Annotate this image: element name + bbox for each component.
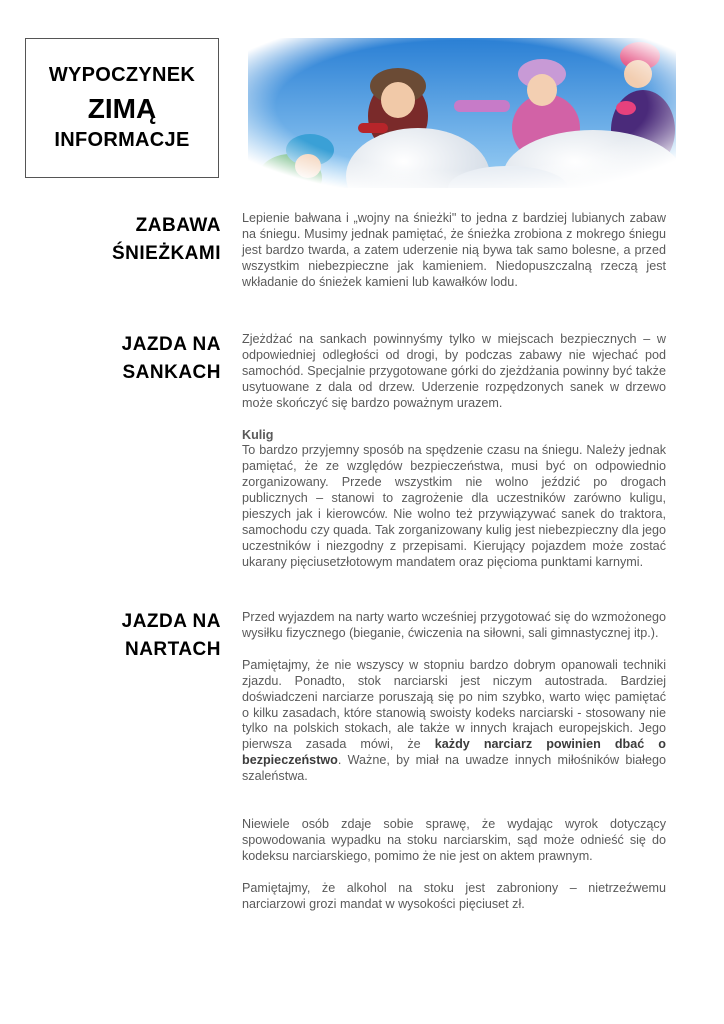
heading-line: NARTACH	[124, 639, 221, 660]
paragraph: Lepienie bałwana i „wojny na śnieżki" to jedna z bardziej lubianych zabaw na śniegu. Musimy jednak pamiętać, że śnieżka zrobiona z mokrego śniegu jest bardzo twarda, a zatem uderzenie nią bywa tak samo bolesne, a przed wszystkim niebezpieczne jak kamieniem. Niedopuszczalną rzeczą jest wkładanie do śnieżek kamieni lub kawałków lodu.	[242, 211, 666, 289]
paragraph: Niewiele osób zdaje sobie sprawę, że wydając wyrok dotyczący spowodowania wypadku na stoku narciarskim, sąd może odnieść się do kodeksu narciarskiego, pomimo że nie jest on aktem prawnym.	[242, 817, 666, 863]
title-box	[25, 38, 219, 178]
heading-line: JAZDA NA	[121, 611, 221, 632]
title-line-2: ZIMĄ	[87, 93, 157, 124]
title-line-1: WYPOCZYNEK	[48, 64, 196, 86]
paragraph	[242, 658, 666, 785]
children-playing-in-snow-photo	[248, 38, 676, 188]
hero-image	[248, 38, 676, 188]
paragraph: Pamiętajmy, że alkohol na stoku jest zabroniony – nietrzeźwemu narciarzowi grozi mandat w wysokości pięciuset zł.	[242, 880, 666, 911]
section-heading-ski	[122, 608, 221, 664]
section-body-snowball	[242, 211, 666, 291]
heading-line: ZABAWA	[135, 215, 221, 236]
heading-line: SANKACH	[122, 362, 221, 383]
paragraph: Przed wyjazdem na narty warto wcześniej przygotować się do wzmożonego wysiłku fizycznego (bieganie, ćwiczenia na siłowni, sali gimnastycznej itp.).	[242, 610, 666, 640]
heading-line: JAZDA NA	[121, 334, 221, 355]
section-heading-sled	[122, 331, 221, 387]
paragraph-text: Pamiętajmy, że nie wszyscy w stopniu bardzo dobrym opanowali techniki zjazdu. Ponadto, stok narciarski jest niczym autostrada. Bardziej doświadczeni narciarze poruszają się po nim szybko, warto więc pamiętać o kilku zasadach, które stanowią swoisty kodeks narciarski - stosowany nie tylko na polskich stokach, ale także w innych krajach europejskich. Jego pierwsza zasada mówi, że	[242, 657, 666, 752]
section-heading-snowball	[112, 212, 221, 268]
paragraph: To bardzo przyjemny sposób na spędzenie czasu na śniegu. Należy jednak pamiętać, że ze względów bezpieczeństwa, musi być on odpowiednio zorganizowany. Przede wszystkim nie wolno jeździć po drogach publicznych – stanowi to zagrożenie dla uczestników zarówno kuligu, pieszych jak i kierowców. Nie wolno też przywiązywać sanek do traktora, samochodu czy quada. Tak zorganizowany kulig jest niebezpieczny dla jego uczestników i niezgodny z przepisami. Kierujący pojazdem może zostać ukarany pięciusetzłotowym mandatem oraz pięcioma punktami karnymi.	[242, 443, 666, 569]
paragraph: Zjeżdżać na sankach powinnyśmy tylko w miejscach bezpiecznych – w odpowiedniej odległości od drogi, by podczas zabawy nie wjechać pod samochód. Specjalnie przygotowane górki do zjeżdżania powinny być także usytuowane z dala od drzew. Uderzenie rozpędzonych sanek w drzewo może skończyć się bardzo poważnym urazem.	[242, 332, 666, 410]
heading-line: ŚNIEŻKAMI	[112, 243, 221, 264]
section-body-ski	[242, 610, 666, 913]
bold-rule: każdy narciarz powinien dbać o bezpieczeństwo	[242, 737, 666, 768]
section-body-sled	[242, 332, 666, 571]
kulig-subheading: Kulig	[242, 427, 274, 442]
paragraph-text: . Ważne, by miał na uwadze innych miłośników białego szaleństwa.	[242, 753, 666, 784]
title-line-3: INFORMACJE	[54, 129, 190, 151]
